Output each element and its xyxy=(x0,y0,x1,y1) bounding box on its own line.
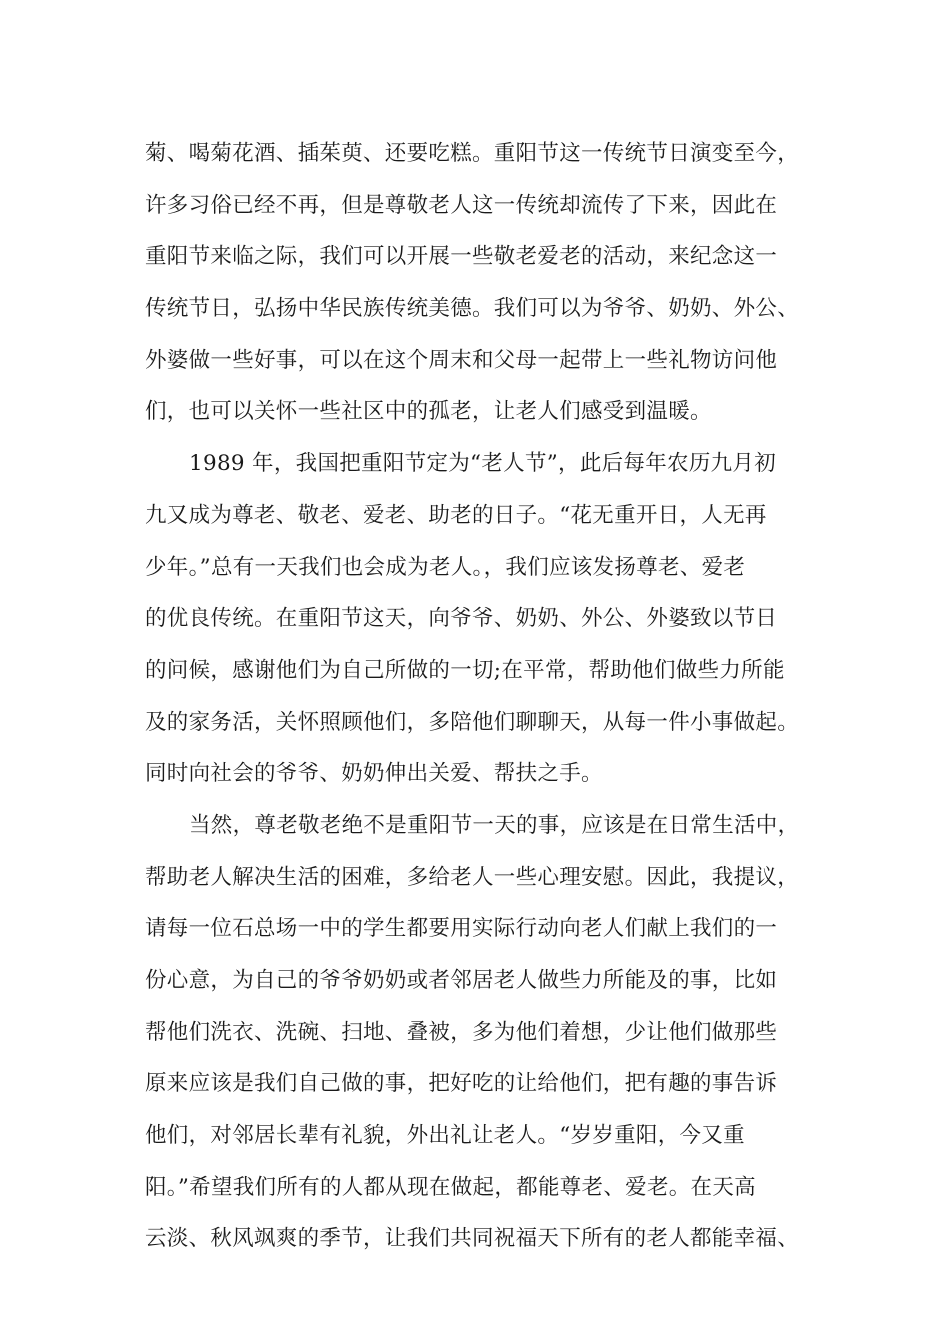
text-line: 阳。”希望我们所有的人都从现在做起，都能尊老、爱老。在天高 xyxy=(145,1174,756,1200)
text-line: 帮他们洗衣、洗碗、扫地、叠被，多为他们着想，少让他们做那些 xyxy=(145,1019,778,1045)
text-line: 的问候，感谢他们为自己所做的一切;在平常，帮助他们做些力所能 xyxy=(145,657,785,683)
text-line: 及的家务活，关怀照顾他们，多陪他们聊聊天，从每一件小事做起。 xyxy=(145,709,800,735)
text-line: 菊、喝菊花酒、插茱萸、还要吃糕。重阳节这一传统节日演变至今， xyxy=(145,141,800,166)
body-text xyxy=(145,128,835,1265)
text-line: 原来应该是我们自己做的事，把好吃的让给他们，把有趣的事告诉 xyxy=(145,1071,778,1097)
text-line: 份心意，为自己的爷爷奶奶或者邻居老人做些力所能及的事，比如 xyxy=(145,968,778,993)
paragraph-start-line: 1989 年，我国把重阳节定为“老人节”，此后每年农历九月初 xyxy=(189,451,777,477)
text-line: 传统节日，弘扬中华民族传统美德。我们可以为爷爷、奶奶、外公、 xyxy=(145,296,800,322)
text-line: 九又成为尊老、敬老、爱老、助老的日子。“花无重开日，人无再 xyxy=(145,502,767,528)
text-line: 少年。”总有一天我们也会成为老人。，我们应该发扬尊老、爱老 xyxy=(145,554,746,580)
text-line: 的优良传统。在重阳节这天，向爷爷、奶奶、外公、外婆致以节日 xyxy=(145,606,778,632)
text-line: 外婆做一些好事，可以在这个周末和父母一起带上一些礼物访问他 xyxy=(145,347,778,373)
text-line: 同时向社会的爷爷、奶奶伸出关爱、帮扶之手。 xyxy=(145,761,603,787)
text-line: 他们，对邻居长辈有礼貌，外出礼让老人。“岁岁重阳，今又重 xyxy=(145,1123,745,1149)
text-line: 请每一位石总场一中的学生都要用实际行动向老人们献上我们的一 xyxy=(145,916,778,942)
text-line: 云淡、秋风飒爽的季节，让我们共同祝福天下所有的老人都能幸福、 xyxy=(145,1226,800,1252)
text-line: 许多习俗已经不再，但是尊敬老人这一传统却流传了下来，因此在 xyxy=(145,192,778,218)
text-line: 帮助老人解决生活的困难，多给老人一些心理安慰。因此，我提议， xyxy=(145,864,800,890)
paragraph-start-line: 当然，尊老敬老绝不是重阳节一天的事，应该是在日常生活中， xyxy=(189,812,800,838)
text-line: 们，也可以关怀一些社区中的孤老，让老人们感受到温暖。 xyxy=(145,399,712,425)
text-line: 重阳节来临之际，我们可以开展一些敬老爱老的活动，来纪念这一 xyxy=(145,244,778,270)
